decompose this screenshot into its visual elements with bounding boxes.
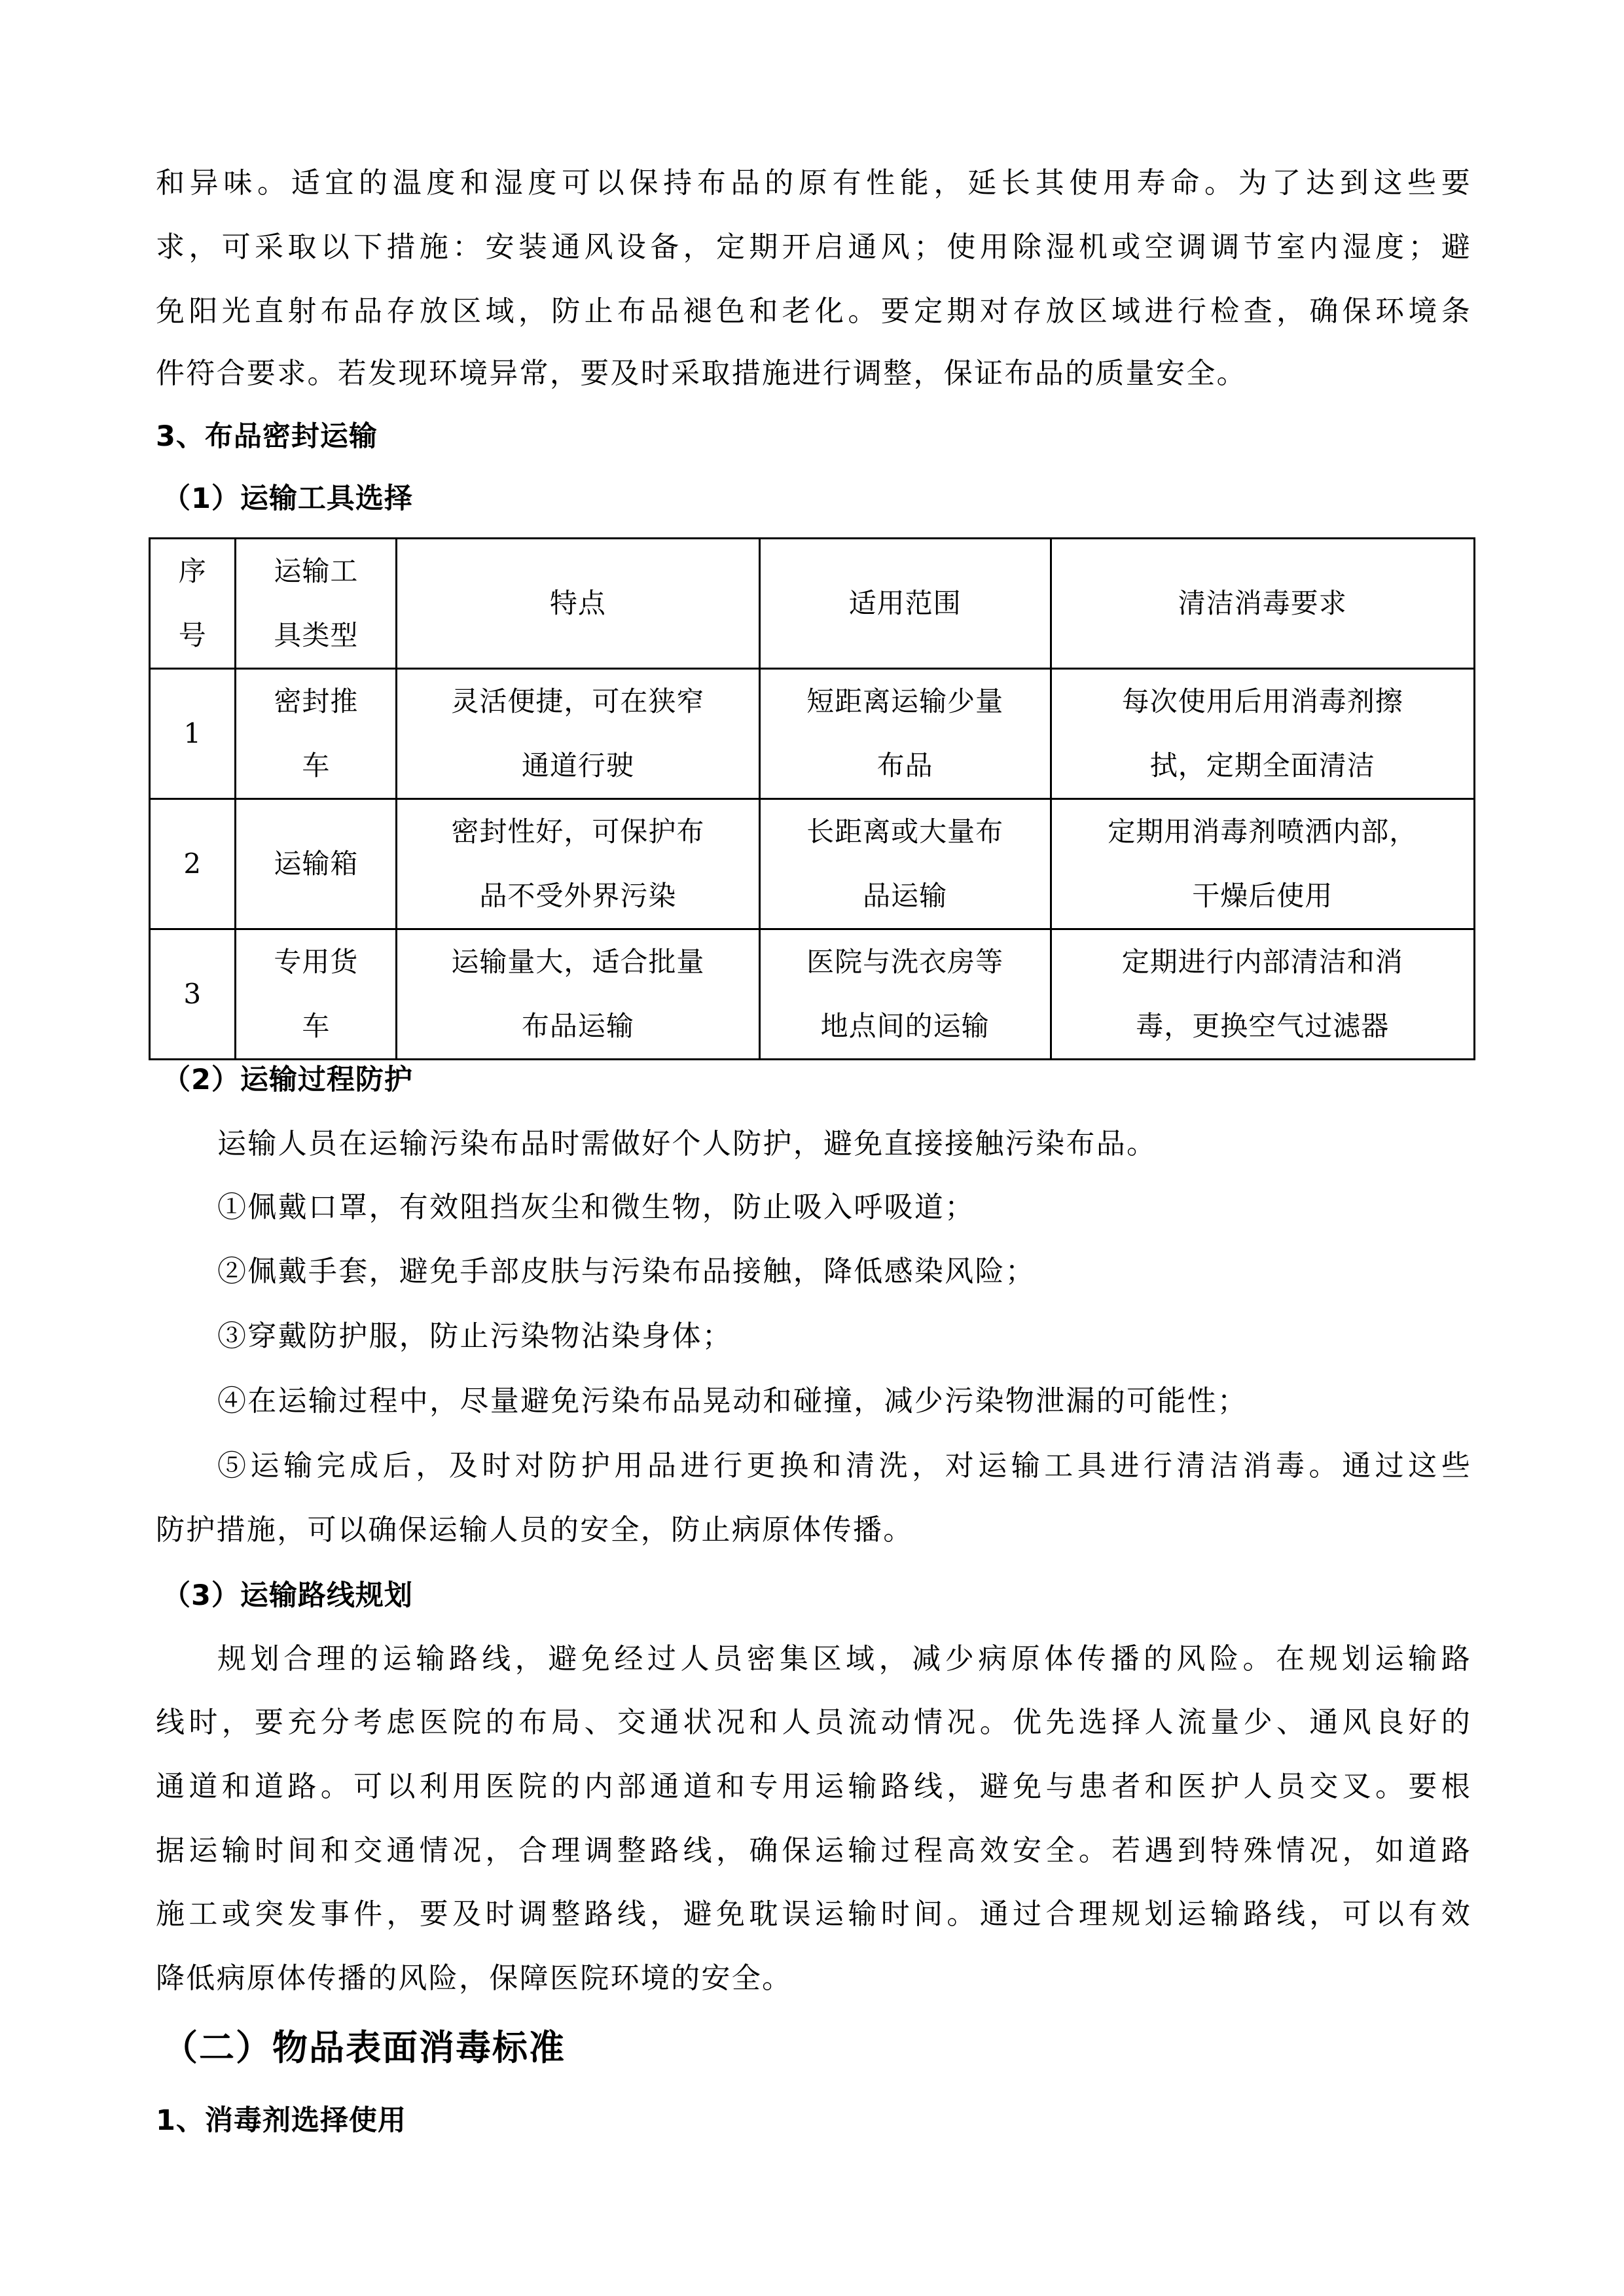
cell-text: 干燥后使用 bbox=[1192, 880, 1333, 912]
header-text: 具类型 bbox=[274, 619, 359, 651]
cell-scope bbox=[759, 669, 1051, 799]
header-text: 号 bbox=[178, 619, 207, 651]
cell-feature bbox=[397, 799, 759, 929]
transport-tools-table bbox=[149, 537, 1475, 1060]
header-cell-feature bbox=[397, 539, 759, 669]
subsection-heading: （1）运输工具选择 bbox=[162, 482, 413, 515]
subsection-heading: 1、消毒剂选择使用 bbox=[156, 2104, 406, 2137]
table-row bbox=[150, 929, 1475, 1060]
cell-text: 运输量大，适合批量 bbox=[451, 946, 705, 978]
paragraph-line: 降低病原体传播的风险，保障医院环境的安全。 bbox=[156, 1962, 793, 1995]
paragraph-line: 通道和道路。可以利用医院的内部通道和专用运输路线，避免与患者和医护人员交叉。要根 bbox=[156, 1770, 1471, 1803]
cell-feature bbox=[397, 929, 759, 1060]
cell-text: 车 bbox=[302, 1010, 331, 1042]
cell-scope bbox=[759, 799, 1051, 929]
table-row bbox=[150, 669, 1475, 799]
header-text: 运输工 bbox=[274, 555, 359, 587]
header-cell-cleaning bbox=[1051, 539, 1474, 669]
list-item-continuation: 防护措施，可以确保运输人员的安全，防止病原体传播。 bbox=[156, 1513, 914, 1547]
list-item: ①佩戴口罩，有效阻挡灰尘和微生物，防止吸入呼吸道； bbox=[217, 1191, 975, 1224]
paragraph-line: 线时，要充分考虑医院的布局、交通状况和人员流动情况。优先选择人流量少、通风良好的 bbox=[156, 1706, 1471, 1739]
cell-text: 短距离运输少量 bbox=[806, 685, 1004, 717]
cell-text: 地点间的运输 bbox=[820, 1010, 990, 1042]
cell-feature bbox=[397, 669, 759, 799]
cell-cleaning bbox=[1051, 669, 1474, 799]
header-text: 适用范围 bbox=[848, 587, 962, 619]
cell-text: 品不受外界污染 bbox=[479, 880, 677, 912]
cell-text: 布品运输 bbox=[521, 1010, 634, 1042]
table-row bbox=[150, 799, 1475, 929]
section-heading: 3、布品密封运输 bbox=[156, 420, 378, 453]
cell-cleaning bbox=[1051, 929, 1474, 1060]
list-item: ③穿戴防护服，防止污染物沾染身体； bbox=[217, 1319, 733, 1353]
cell-no: 3 bbox=[150, 929, 236, 1060]
header-cell-scope bbox=[759, 539, 1051, 669]
header-text: 特点 bbox=[549, 587, 606, 619]
header-text: 序 bbox=[178, 555, 207, 587]
cell-text: 灵活便捷，可在狭窄 bbox=[451, 685, 705, 717]
paragraph-line: 和异味。适宜的温度和湿度可以保持布品的原有性能，延长其使用寿命。为了达到这些要 bbox=[156, 166, 1471, 200]
cell-type bbox=[236, 799, 397, 929]
cell-text: 专用货 bbox=[274, 946, 359, 978]
cell-type bbox=[236, 929, 397, 1060]
paragraph-line: 求，可采取以下措施：安装通风设备，定期开启通风；使用除湿机或空调调节室内湿度；避 bbox=[156, 230, 1471, 264]
subsection-heading: （3）运输路线规划 bbox=[162, 1579, 413, 1612]
list-item: ④在运输过程中，尽量避免污染布品晃动和碰撞，减少污染物泄漏的可能性； bbox=[217, 1384, 1248, 1418]
list-item: ②佩戴手套，避免手部皮肤与污染布品接触，降低感染风险； bbox=[217, 1255, 1036, 1288]
paragraph-line: 运输人员在运输污染布品时需做好个人防护，避免直接接触污染布品。 bbox=[217, 1127, 1157, 1160]
paragraph-line: 施工或突发事件，要及时调整路线，避免耽误运输时间。通过合理规划运输路线，可以有效 bbox=[156, 1897, 1471, 1931]
cell-no: 2 bbox=[150, 799, 236, 929]
section-heading: （二）物品表面消毒标准 bbox=[162, 2027, 566, 2068]
paragraph-line: 规划合理的运输路线，避免经过人员密集区域，减少病原体传播的风险。在规划运输路 bbox=[217, 1642, 1471, 1676]
cell-text: 定期用消毒剂喷洒内部， bbox=[1108, 816, 1418, 848]
cell-text: 布品 bbox=[876, 749, 933, 781]
header-cell-type bbox=[236, 539, 397, 669]
cell-text: 车 bbox=[302, 749, 331, 781]
cell-cleaning bbox=[1051, 799, 1474, 929]
table-header-row bbox=[150, 539, 1475, 669]
cell-text: 密封性好，可保护布 bbox=[451, 816, 705, 848]
header-text: 清洁消毒要求 bbox=[1178, 587, 1347, 619]
cell-text: 拭，定期全面清洁 bbox=[1149, 749, 1375, 781]
paragraph-line: 免阳光直射布品存放区域，防止布品褪色和老化。要定期对存放区域进行检查，确保环境条 bbox=[156, 295, 1471, 328]
cell-text: 通道行驶 bbox=[521, 749, 634, 781]
subsection-heading: （2）运输过程防护 bbox=[162, 1064, 413, 1096]
cell-scope bbox=[759, 929, 1051, 1060]
paragraph-line: 件符合要求。若发现环境异常，要及时采取措施进行调整，保证布品的质量安全。 bbox=[156, 357, 1247, 390]
cell-type bbox=[236, 669, 397, 799]
header-cell-no bbox=[150, 539, 236, 669]
cell-text: 品运输 bbox=[863, 880, 948, 912]
cell-text: 毒，更换空气过滤器 bbox=[1136, 1010, 1390, 1042]
cell-text: 密封推 bbox=[274, 685, 359, 717]
cell-text: 每次使用后用消毒剂擦 bbox=[1121, 685, 1403, 717]
cell-no: 1 bbox=[150, 669, 236, 799]
paragraph-line: 据运输时间和交通情况，合理调整路线，确保运输过程高效安全。若遇到特殊情况，如道路 bbox=[156, 1834, 1471, 1867]
cell-text: 定期进行内部清洁和消 bbox=[1121, 946, 1403, 978]
list-item: ⑤运输完成后，及时对防护用品进行更换和清洗，对运输工具进行清洁消毒。通过这些 bbox=[217, 1449, 1471, 1482]
cell-text: 医院与洗衣房等 bbox=[806, 946, 1004, 978]
cell-text: 运输箱 bbox=[274, 848, 359, 880]
cell-text: 长距离或大量布 bbox=[806, 816, 1004, 848]
